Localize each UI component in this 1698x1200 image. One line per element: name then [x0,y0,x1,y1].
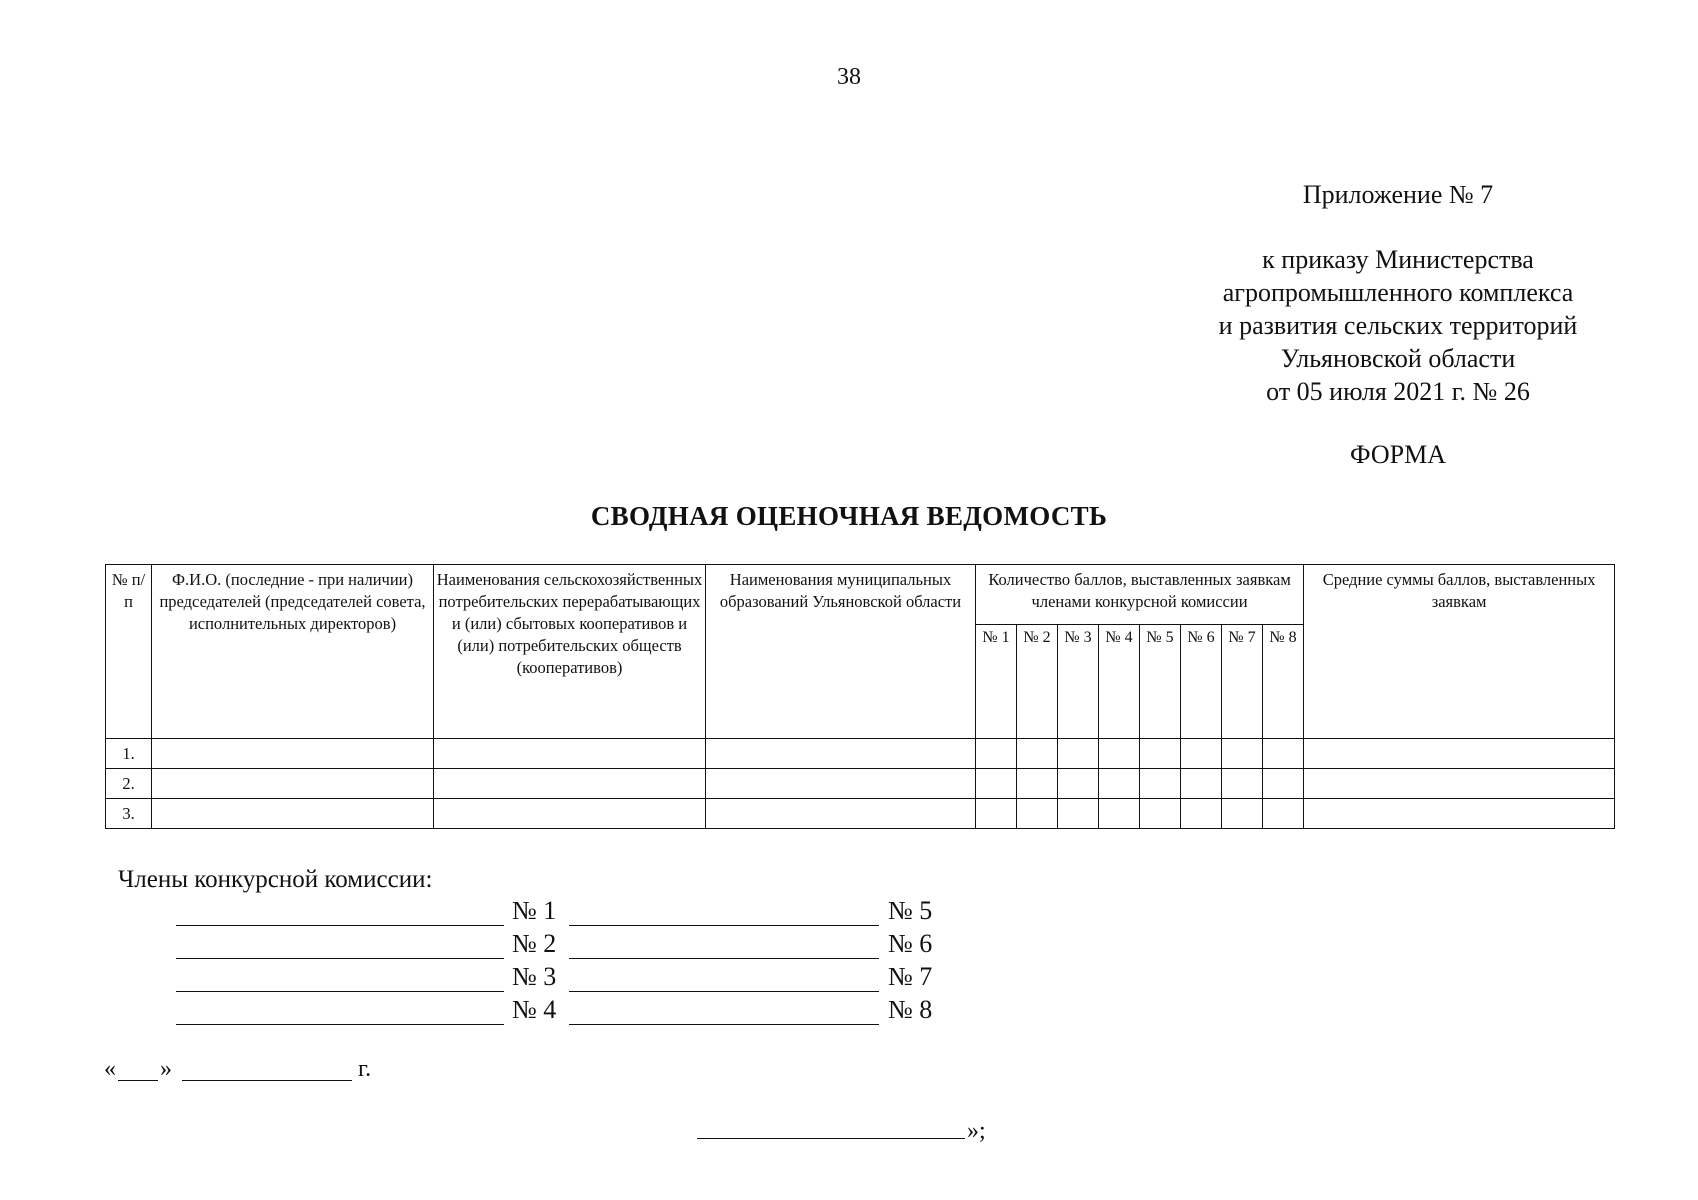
signature-line [569,991,879,992]
appendix-line: от 05 июля 2021 г. № 26 [1266,377,1530,406]
table-cell [1099,769,1140,799]
member-column-header: № 1 [976,625,1017,739]
appendix-line: и развития сельских территорий [1218,311,1578,340]
table-cell [706,799,976,829]
member-column-header: № 8 [1263,625,1304,739]
date-day-line [118,1080,158,1081]
table-cell [1058,769,1099,799]
table-cell [152,769,434,799]
table-cell [1140,769,1181,799]
table-cell [1140,739,1181,769]
table-cell [976,799,1017,829]
commission-members-label: Члены конкурсной комиссии: [118,866,433,893]
row-number: 1. [106,739,152,769]
row-number: 2. [106,769,152,799]
table-cell [1222,739,1263,769]
table-row [106,739,1615,769]
score-table [105,564,1615,829]
table-cell [976,769,1017,799]
appendix-line: агропромышленного комплекса [1222,278,1574,307]
member-column-header: № 4 [1099,625,1140,739]
header-num: № п/п [106,565,152,739]
table-cell [1017,769,1058,799]
date-open-quote: « [104,1056,116,1082]
signature-line [176,925,504,926]
date-year-suffix: г. [358,1056,372,1082]
signature-line [176,958,504,959]
table-cell [1140,799,1181,829]
signature-line [569,958,879,959]
table-cell [1263,769,1304,799]
page-number: 38 [837,64,861,90]
signature-line [569,1024,879,1025]
table-cell [434,799,706,829]
form-label: ФОРМА [1350,440,1446,469]
closing-line [697,1138,965,1139]
member-column-header: № 2 [1017,625,1058,739]
signature-number: № 3 [512,962,557,991]
signature-number: № 2 [512,929,557,958]
member-column-header: № 3 [1058,625,1099,739]
date-month-line [182,1080,352,1081]
table-cell [1304,799,1615,829]
table-cell [152,799,434,829]
table-cell [1181,799,1222,829]
header-cooperatives: Наименования сельскохозяйственных потребительских перерабатывающих и (или) сбытовых кооперативов и (или) потребительских обществ (кооперативов) [434,565,706,739]
document-title: СВОДНАЯ ОЦЕНОЧНАЯ ВЕДОМОСТЬ [590,501,1108,531]
table-cell [1304,769,1615,799]
table-cell [1222,769,1263,799]
table-cell [1263,739,1304,769]
member-column-header: № 7 [1222,625,1263,739]
table-cell [706,739,976,769]
member-column-header: № 5 [1140,625,1181,739]
header-municipalities: Наименования муниципальных образований Ульяновской области [706,565,976,739]
table-header-row [106,565,1615,625]
table-cell [1181,739,1222,769]
table-cell [1263,799,1304,829]
signature-number: № 8 [888,995,933,1024]
signature-number: № 5 [888,896,933,925]
appendix-order-reference [1118,243,1678,408]
header-scores: Количество баллов, выставленных заявкам членами конкурсной комиссии [976,565,1304,625]
table-cell [706,769,976,799]
member-column-header: № 6 [1181,625,1222,739]
signature-number: № 1 [512,896,557,925]
table-cell [1017,799,1058,829]
table-cell [1222,799,1263,829]
signature-number: № 4 [512,995,557,1024]
table-cell [434,769,706,799]
appendix-line: к приказу Министерства [1262,245,1534,274]
signature-line [176,1024,504,1025]
table-cell [1058,799,1099,829]
table-cell [152,739,434,769]
table-cell [1099,799,1140,829]
appendix-title: Приложение № 7 [1302,180,1494,209]
table-cell [434,739,706,769]
table-cell [976,739,1017,769]
date-close-quote: » [160,1056,172,1082]
header-average: Средние суммы баллов, выставленных заявкам [1304,565,1615,739]
table-cell [1017,739,1058,769]
table-cell [1099,739,1140,769]
closing-mark: »; [967,1118,986,1144]
row-number: 3. [106,799,152,829]
table-cell [1304,739,1615,769]
signature-line [176,991,504,992]
header-chairman: Ф.И.О. (последние - при наличии) председателей (председателей совета, исполнительных директоров) [152,565,434,739]
signature-line [569,925,879,926]
table-cell [1058,739,1099,769]
table-cell [1181,769,1222,799]
appendix-line: Ульяновской области [1280,344,1516,373]
table-row [106,769,1615,799]
signature-number: № 6 [888,929,933,958]
signature-number: № 7 [888,962,933,991]
table-row [106,799,1615,829]
